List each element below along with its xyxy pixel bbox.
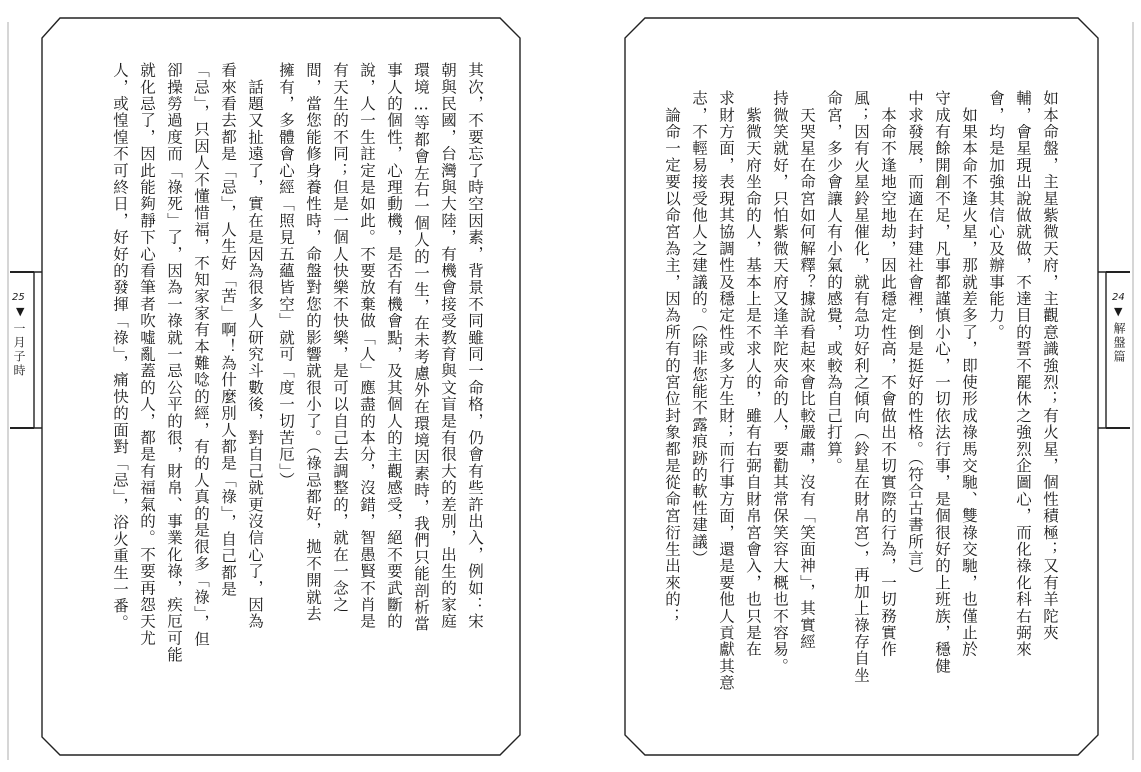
- right-side-tab: 解盤篇: [1112, 322, 1126, 364]
- text-column: 志，不輕易接受他人之建議的。（除非您能不露痕跡的軟性建議）: [690, 90, 708, 567]
- text-column: 話題又扯遠了，實在是因為很多人研究斗數後，對自己就更沒信心了，因為: [246, 62, 264, 630]
- arrow-down-icon: ▼: [1114, 305, 1123, 318]
- text-column: 如果本命不逢火星，那就差多了，即使形成祿馬交馳、雙祿交馳，也僅止於: [960, 90, 978, 658]
- text-column: 論命一定要以命宮為主，因為所有的宮位封象都是從命宮衍生出來的；: [663, 90, 681, 625]
- text-column: 事人的個性，心理動機，是否有機會點，及其個人的主觀感受，絕不要武斷的: [385, 62, 403, 630]
- right-page-number: 24: [1112, 292, 1125, 303]
- text-column: 朝與民國，台灣與大陸，有機會接受教育與文盲是有很大的差別，出生的家庭: [439, 62, 457, 630]
- text-column: 說，人一生註定是如此。不要放棄做「人」應盡的本分，沒錯，智愚賢不肖是: [358, 62, 376, 630]
- text-column: 就化忌了，因此能夠靜下心看筆者吹噓亂蓋的人，都是有福氣的。不要再怨天尤: [138, 62, 156, 647]
- text-column: 「忌」，只因人不懂惜福，不知家家有本難唸的經，有的人真的是很多「祿」，但: [192, 62, 210, 648]
- text-column: 卻操勞過度而「祿死」了，因為一祿就一忌公平的很，財帛、事業化祿，疾厄可能: [165, 62, 183, 664]
- text-column: 環境…等都會左右一個人的一生，在未考慮外在環境因素時，我們只能剖析當: [412, 62, 430, 633]
- text-column: 紫微天府坐命的人，基本上是不求人的，雖有右弼自財帛宮會入，也只是在: [744, 90, 762, 658]
- text-column: 擁有，多體會心經「照見五蘊皆空」就可「度一切苦厄」）: [277, 62, 295, 489]
- arrow-down-icon: ▼: [16, 305, 25, 318]
- left-tab-bracket: [34, 272, 42, 428]
- text-column: 如本命盤，主星紫微天府，主觀意識強烈；有火星，個性積極；又有羊陀夾: [1041, 90, 1059, 642]
- text-column: 間，當您能修身養性時，命盤對您的影響就很小了。（祿忌都好，拋不開就去: [304, 62, 322, 623]
- left-side-tab: 一月子時: [12, 322, 26, 378]
- text-column: 求財方面，表現其協調性及穩定性或多方生財；而行事方面，還是要他人貢獻其意: [717, 90, 735, 692]
- right-tab-bracket: [1098, 272, 1106, 428]
- text-column: 會，均是加強其信心及辦事能力。: [987, 90, 1005, 341]
- text-column: 有天生的不同；但是一個人快樂不快樂，是可以自己去調整的，就在一念之: [331, 62, 349, 614]
- text-column: 其次，不要忘了時空因素，背景不同雖同一命格，仍會有些許出入，例如：宋: [466, 62, 484, 630]
- text-column: 人，或惶惶不可終日，好好的發揮「祿」，痛快的面對「忌」，浴火重生一番。: [111, 62, 129, 631]
- text-column: 命宮，多少會讓人有小氣的感覺，或較為自己打算。: [825, 90, 843, 475]
- text-column: 持微笑就好，只怕紫微天府又逢羊陀夾命的人，要勸其常保笑容大概也不容易。: [771, 90, 789, 675]
- text-column: 中求發展，而適在封建社會裡，倒是挺好的性格。（符合古書所言）: [906, 90, 924, 584]
- text-column: 看來看去都是「忌」，人生好「苦」啊！為什麼別人都是「祿」，自己都是: [219, 62, 237, 598]
- left-page-number: 25: [12, 292, 25, 303]
- text-column: 守成有餘開創不足，凡事都謹慎小心，一切依法行事，是個很好的上班族，穩健: [933, 90, 951, 675]
- text-column: 風；因有火星鈴星催化，就有急功好利之傾向（鈴星在財帛宮），再加上祿存自坐: [852, 90, 870, 684]
- text-column: 輔，會星現出說做就做，不達目的誓不罷休之強烈企圖心，而化祿化科右弼來: [1014, 90, 1032, 658]
- text-column: 天哭星在命宮如何解釋？據說看起來會比較嚴肅，沒有「笑面神」，其實經: [798, 90, 816, 651]
- text-column: 本命不逢地空地劫，因此穩定性高，不會做出不切實際的行為，一切務實作: [879, 90, 897, 658]
